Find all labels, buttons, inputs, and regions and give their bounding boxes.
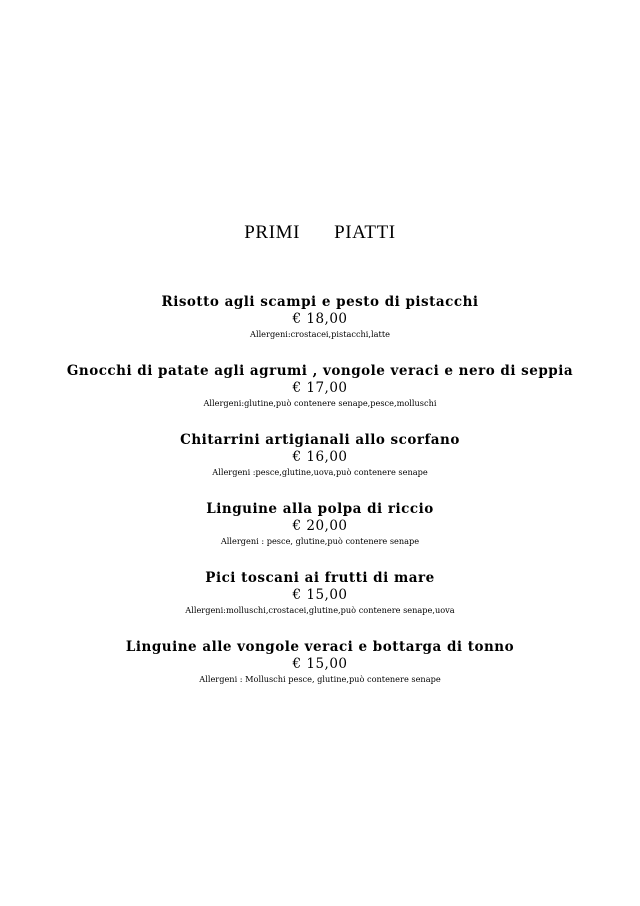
dish-item [0,501,640,548]
dish-list [0,294,640,708]
dish-name: Risotto agli scampi e pesto di pistacchi [161,294,479,310]
dish-price: € 20,00 [292,518,348,534]
dish-item [0,363,640,410]
dish-item [0,432,640,479]
dish-allergens: Allergeni :pesce,glutine,uova,può contenere senape [212,467,428,477]
dish-item [0,639,640,686]
dish-name: Linguine alle vongole veraci e bottarga di tonno [125,639,515,655]
dish-price: € 15,00 [292,587,348,603]
dish-name: Gnocchi di patate agli agrumi , vongole veraci e nero di seppia [66,363,574,379]
dish-allergens: Allergeni : Molluschi pesce, glutine,può contenere senape [199,674,441,684]
dish-price: € 15,00 [292,656,348,672]
page-title: PRIMI PIATTI [244,222,396,243]
dish-price: € 16,00 [292,449,348,465]
dish-allergens: Allergeni:molluschi,crostacei,glutine,può contenere senape,uova [185,605,455,615]
dish-price: € 18,00 [292,311,348,327]
dish-item [0,570,640,617]
dish-name: Chitarrini artigianali allo scorfano [180,432,460,448]
dish-name: Linguine alla polpa di riccio [206,501,434,517]
dish-allergens: Allergeni:crostacei,pistacchi,latte [250,329,390,339]
dish-allergens: Allergeni:glutine,può contenere senape,pesce,molluschi [203,398,437,408]
dish-item [0,294,640,341]
dish-allergens: Allergeni : pesce, glutine,può contenere senape [220,536,420,546]
dish-price: € 17,00 [292,380,348,396]
dish-name: Pici toscani ai frutti di mare [205,570,435,586]
